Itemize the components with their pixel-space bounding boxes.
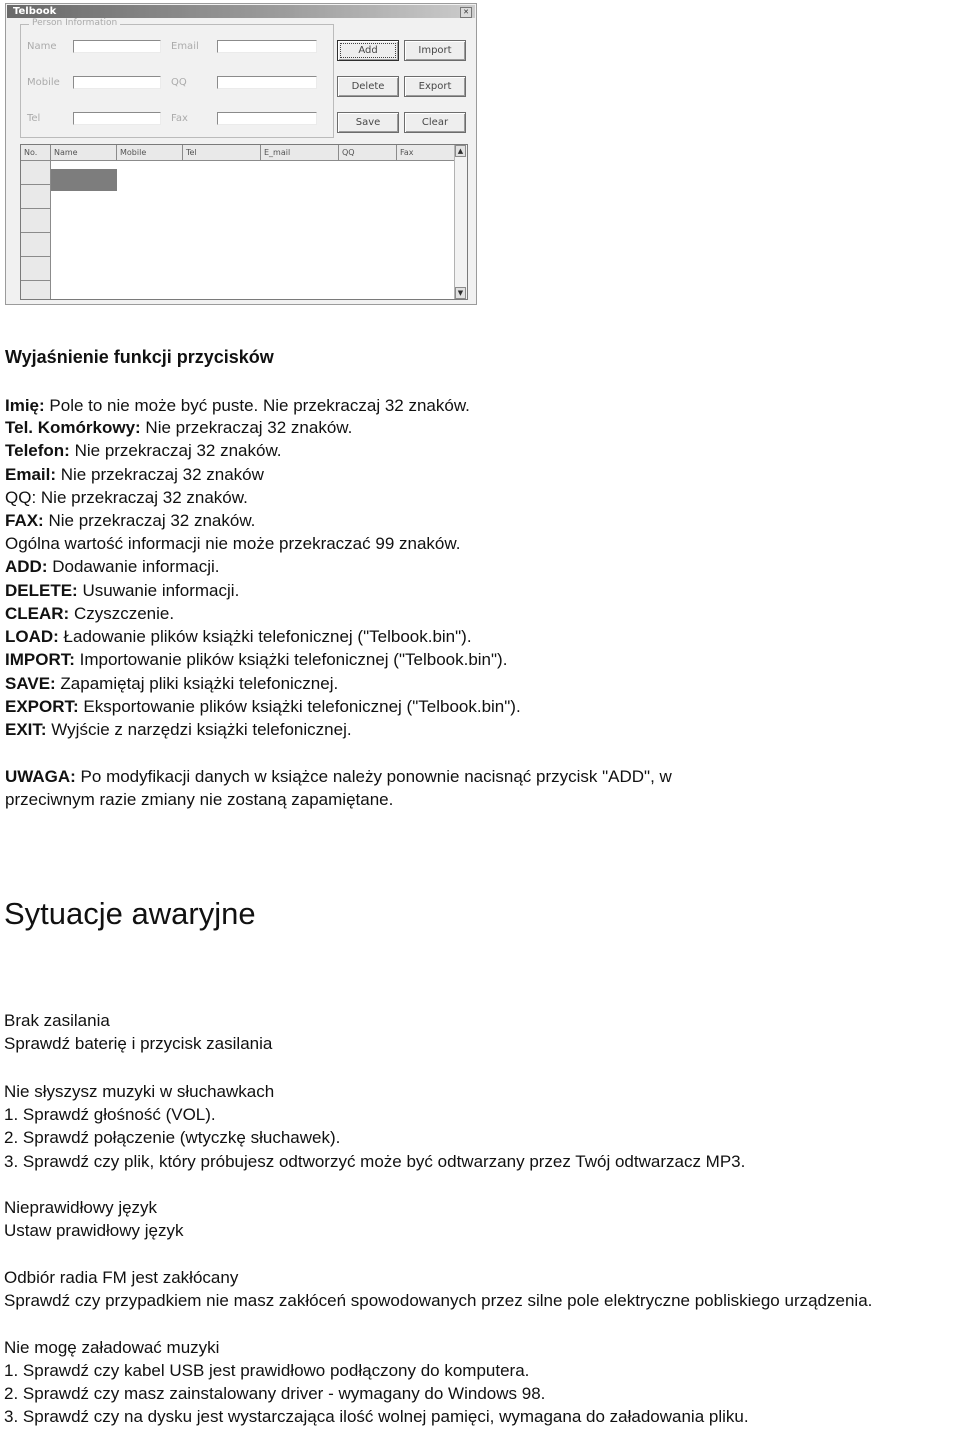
item-text: Nie przekraczaj 32 znaków. [43,511,256,530]
import-button[interactable]: Import [404,40,466,61]
row-header[interactable] [21,281,51,300]
function-item [5,649,507,671]
solution-line: Ustaw prawidłowy język [4,1221,184,1240]
solution-line: 1. Sprawdź czy kabel USB jest prawidłowo podłączony do komputera. [4,1361,530,1380]
window-titlebar[interactable] [7,5,475,18]
function-item [5,626,472,648]
problem-title: Nie słyszysz muzyki w słuchawkach [4,1082,275,1101]
note-text: Po modyfikacji danych w książce należy ponownie nacisnąć przycisk "ADD", w [75,767,672,786]
item-text: QQ: Nie przekraczaj 32 znaków. [5,488,248,507]
item-label: ADD: [5,557,48,576]
troubleshooting-heading: Sytuacje awaryjne [4,896,256,931]
grid-header [21,145,455,161]
tel-input[interactable] [73,112,161,125]
functions-heading: Wyjaśnienie funkcji przycisków [5,347,274,367]
solution-line: 2. Sprawdź połączenie (wtyczkę słuchawek). [4,1128,341,1147]
item-label: SAVE: [5,674,56,693]
item-label: Email: [5,465,57,484]
item-text: Dodawanie informacji. [47,557,220,576]
problem-title: Odbiór radia FM jest zakłócany [4,1268,239,1287]
function-item [5,464,264,486]
person-info-group [20,18,334,138]
save-button[interactable]: Save [337,112,399,133]
window-title: Telbook [13,6,57,17]
function-item [5,417,352,439]
qq-label: QQ [171,77,187,88]
clear-button[interactable]: Clear [404,112,466,133]
problem-title: Brak zasilania [4,1011,110,1030]
delete-button[interactable]: Delete [337,76,399,97]
item-label: Tel. Komórkowy: [5,418,141,437]
qq-input[interactable] [217,76,317,89]
solution-line: 2. Sprawdź czy masz zainstalowany driver - wymagany do Windows 98. [4,1384,546,1403]
col-tel[interactable]: Tel [183,145,261,161]
function-item [5,533,460,555]
item-label: FAX: [5,511,44,530]
group-title: Person Information [29,18,120,28]
note-label: UWAGA: [5,767,76,786]
email-input[interactable] [217,40,317,53]
row-header[interactable] [21,209,51,233]
col-qq[interactable]: QQ [339,145,397,161]
function-item [5,556,219,578]
item-text: Importowanie plików książki telefonicznej ("Telbook.bin"). [74,650,508,669]
name-input[interactable] [73,40,161,53]
function-item [5,719,352,741]
col-name[interactable]: Name [51,145,117,161]
item-text: Eksportowanie plików książki telefonicznej ("Telbook.bin"). [78,697,521,716]
mobile-input[interactable] [73,76,161,89]
row-header[interactable] [21,185,51,209]
email-label: Email [171,41,199,52]
item-text: Nie przekraczaj 32 znaków. [69,441,282,460]
problem-title: Nieprawidłowy język [4,1198,158,1217]
function-item [5,440,282,462]
item-label: IMPORT: [5,650,75,669]
item-text: Zapamiętaj pliki książki telefonicznej. [55,674,339,693]
name-label: Name [27,41,57,52]
item-text: Ładowanie plików książki telefonicznej ("Telbook.bin"). [58,627,472,646]
function-item [5,510,255,532]
export-button[interactable]: Export [404,76,466,97]
add-button[interactable]: Add [337,40,399,61]
row-header[interactable] [21,233,51,257]
fax-label: Fax [171,113,188,124]
note-line [5,766,672,788]
scroll-up-icon[interactable]: ▲ [455,145,466,157]
row-header[interactable] [21,161,51,185]
problem-title: Nie mogę załadować muzyki [4,1338,220,1357]
col-mobile[interactable]: Mobile [117,145,183,161]
item-label: EXIT: [5,720,47,739]
tel-label: Tel [27,113,41,124]
mobile-label: Mobile [27,77,60,88]
item-text: Pole to nie może być puste. Nie przekraczaj 32 znaków. [44,396,470,415]
row-header[interactable] [21,257,51,281]
item-text: Ogólna wartość informacji nie może przekraczać 99 znaków. [5,534,461,553]
function-item [5,673,338,695]
col-no[interactable]: No. [21,145,51,161]
item-text: Wyjście z narzędzi książki telefonicznej. [46,720,352,739]
item-text: Czyszczenie. [69,604,175,623]
item-text: Usuwanie informacji. [77,581,240,600]
function-item [5,487,248,509]
function-item [5,395,470,417]
item-text: Nie przekraczaj 32 znaków [56,465,264,484]
solution-line: Sprawdź baterię i przycisk zasilania [4,1034,273,1053]
function-item [5,580,239,602]
solution-line: 3. Sprawdź czy plik, który próbujesz odtworzyć może być odtwarzany przez Twój odtwarzacz MP3. [4,1152,746,1171]
col-fax[interactable]: Fax [397,145,455,161]
item-text: Nie przekraczaj 32 znaków. [140,418,353,437]
note-line-continued: przeciwnym razie zmiany nie zostaną zapamiętane. [5,790,394,809]
solution-line: 1. Sprawdź głośność (VOL). [4,1105,216,1124]
scroll-down-icon[interactable]: ▼ [455,287,466,299]
item-label: EXPORT: [5,697,79,716]
item-label: DELETE: [5,581,78,600]
item-label: CLEAR: [5,604,70,623]
selected-cell[interactable] [51,169,117,191]
function-item [5,603,174,625]
solution-line: 3. Sprawdź czy na dysku jest wystarczająca ilość wolnej pamięci, wymagana do załadowania pliku. [4,1407,749,1426]
contacts-grid[interactable] [20,144,468,300]
fax-input[interactable] [217,112,317,125]
solution-line: Sprawdź czy przypadkiem nie masz zakłóceń spowodowanych przez silne pole elektryczne pobliskiego urządzenia. [4,1291,873,1310]
telbook-window [5,3,477,305]
item-label: LOAD: [5,627,59,646]
item-label: Imię: [5,396,45,415]
function-item [5,696,521,718]
col-email[interactable]: E_mail [261,145,339,161]
item-label: Telefon: [5,441,70,460]
close-icon[interactable]: ✕ [460,7,472,18]
vertical-scrollbar[interactable] [454,145,467,299]
